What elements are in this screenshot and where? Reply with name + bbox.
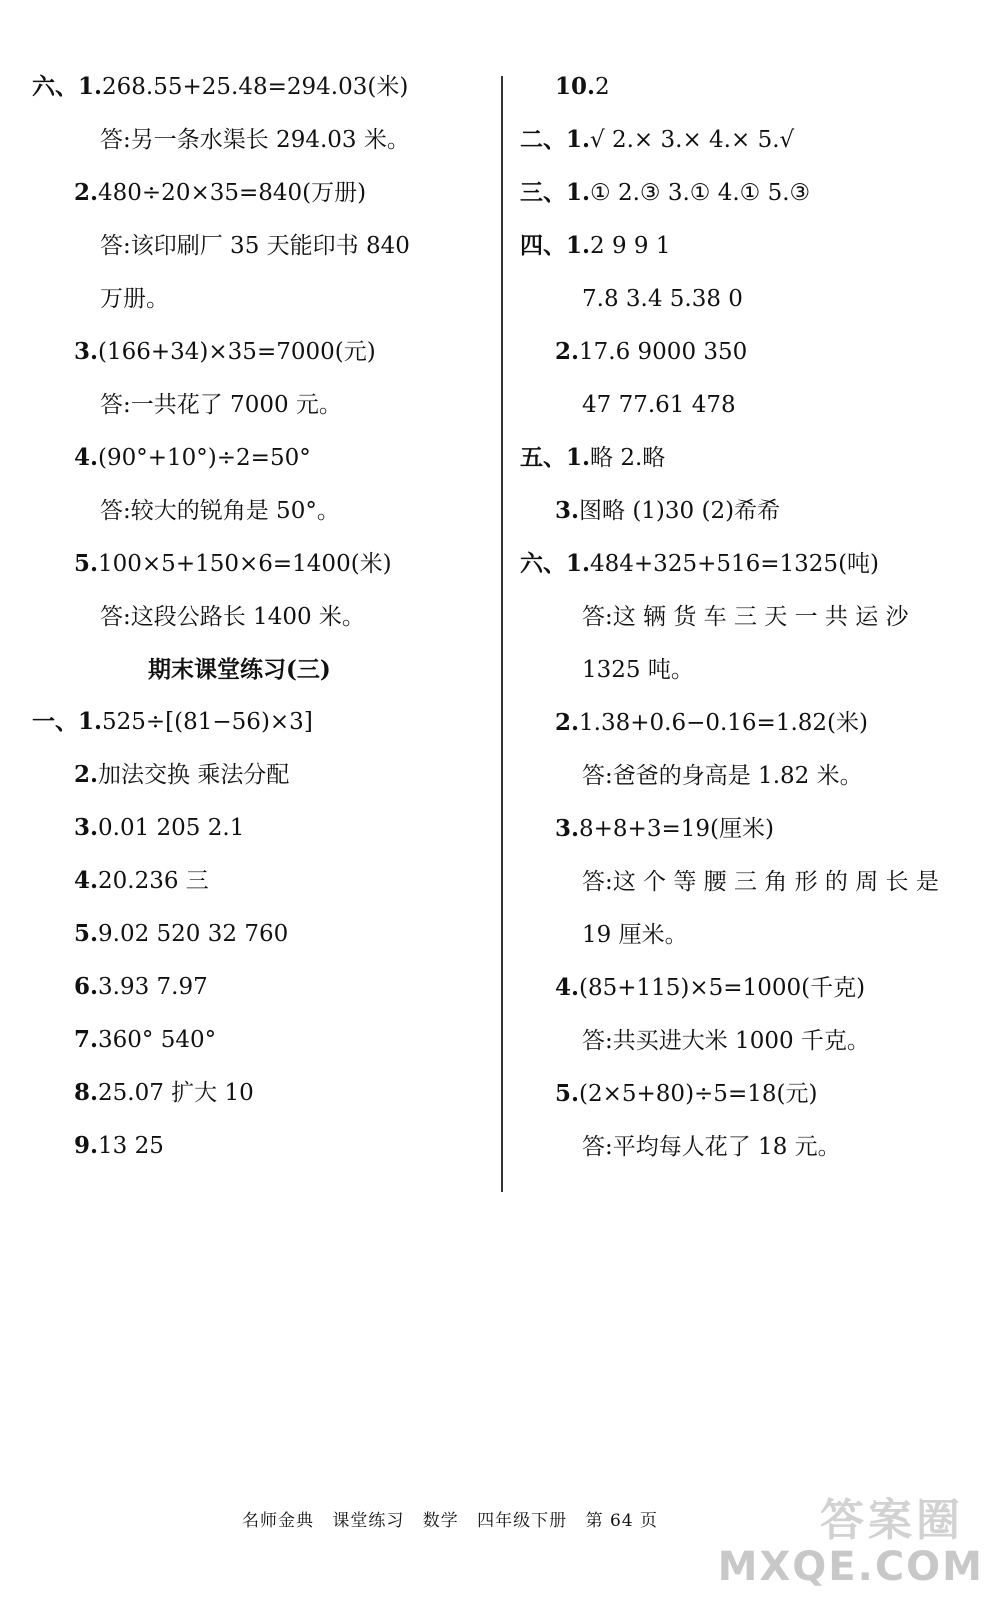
answer-line — [520, 443, 665, 473]
question-number: 1. — [566, 444, 591, 471]
answer-line — [100, 496, 340, 526]
answer-line — [582, 284, 743, 314]
answer-line — [74, 549, 392, 579]
answer-line — [582, 920, 688, 950]
answer-line — [555, 1079, 817, 1109]
answer-line — [582, 867, 939, 897]
question-number: 1. — [566, 126, 591, 153]
answer-line — [74, 1131, 164, 1161]
question-number: 5. — [555, 1080, 580, 1107]
question-number: 2. — [555, 338, 580, 365]
answer-line — [74, 1078, 254, 1108]
answer-text: 19 厘米。 — [582, 922, 688, 948]
answer-line — [74, 443, 311, 473]
footer-page-number: 第 64 页 — [585, 1511, 659, 1531]
answer-text: 3.93 7.97 — [98, 974, 208, 1000]
answer-text: 8+8+3=19(厘米) — [579, 816, 774, 842]
answer-line — [100, 284, 169, 314]
answer-text: 1.38+0.6−0.16=1.82(米) — [579, 710, 868, 736]
answer-text: 略 2.略 — [590, 445, 666, 471]
answer-line — [520, 125, 794, 155]
question-number: 4. — [74, 867, 99, 894]
answer-text: 47 77.61 478 — [582, 392, 736, 418]
answer-line — [74, 866, 209, 896]
watermark-site: MXQE.COM — [717, 1544, 984, 1590]
answer-text: 9.02 520 32 760 — [98, 921, 289, 947]
answer-line — [74, 760, 289, 790]
section-number: 二、 — [520, 126, 566, 153]
answer-line — [520, 549, 879, 579]
question-number: 7. — [74, 1026, 99, 1053]
answer-text: 17.6 9000 350 — [579, 339, 748, 365]
section-number: 三、 — [520, 179, 566, 206]
section-number: 四、 — [520, 232, 566, 259]
footer-series: 课堂练习 — [332, 1511, 405, 1531]
question-number: 4. — [74, 444, 99, 471]
question-number: 8. — [74, 1079, 99, 1106]
question-number: 5. — [74, 920, 99, 947]
footer-grade: 四年级下册 — [477, 1511, 568, 1531]
answer-text: 2 9 9 1 — [590, 233, 671, 259]
section-number: 六、 — [32, 73, 78, 100]
answer-text: 答:另一条水渠长 294.03 米。 — [100, 127, 410, 153]
question-number: 1. — [566, 179, 591, 206]
page-footer — [0, 1506, 900, 1531]
question-number: 3. — [555, 497, 580, 524]
answer-text: 20.236 三 — [98, 868, 209, 894]
answer-text: 答:爸爸的身高是 1.82 米。 — [582, 763, 863, 789]
answer-line — [520, 178, 810, 208]
question-number: 6. — [74, 973, 99, 1000]
answer-line — [74, 178, 366, 208]
question-number: 10. — [555, 73, 596, 100]
answer-text: 答:这 辆 货 车 三 天 一 共 运 沙 — [582, 604, 909, 630]
answer-text: 360° 540° — [98, 1027, 217, 1053]
answer-text: 图略 (1)30 (2)希希 — [579, 498, 781, 524]
answer-text: (166+34)×35=7000(元) — [98, 339, 376, 365]
answer-line — [32, 72, 408, 102]
answer-line — [555, 337, 747, 367]
answer-text: 268.55+25.48=294.03(米) — [102, 74, 409, 100]
section-title: 期末课堂练习(三) — [148, 656, 331, 683]
answer-text: (2×5+80)÷5=18(元) — [579, 1081, 818, 1107]
answer-text: 7.8 3.4 5.38 0 — [582, 286, 743, 312]
answer-text: 2 — [595, 74, 610, 100]
question-number: 3. — [74, 814, 99, 841]
answer-line — [100, 602, 365, 632]
footer-brand: 名师金典 — [241, 1511, 314, 1531]
answer-text: 加法交换 乘法分配 — [98, 762, 290, 788]
answer-line — [74, 1025, 216, 1055]
section-number: 五、 — [520, 444, 566, 471]
answer-text: 525÷[(81−56)×3] — [102, 709, 313, 735]
answer-text: 答:平均每人花了 18 元。 — [582, 1134, 841, 1160]
answer-line — [582, 602, 909, 632]
answer-text: 答:这段公路长 1400 米。 — [100, 604, 365, 630]
answer-line — [582, 761, 863, 791]
answer-line — [582, 1132, 841, 1162]
question-number: 3. — [74, 338, 99, 365]
answer-text: 100×5+150×6=1400(米) — [98, 551, 392, 577]
answer-line — [100, 231, 410, 261]
answer-line — [100, 125, 410, 155]
answer-text: 484+325+516=1325(吨) — [590, 551, 880, 577]
answer-line — [555, 708, 868, 738]
question-number: 1. — [566, 232, 591, 259]
section-number: 一、 — [32, 708, 78, 735]
answer-text: 答:一共花了 7000 元。 — [100, 392, 342, 418]
section-number: 六、 — [520, 550, 566, 577]
question-number: 1. — [78, 73, 103, 100]
answer-line — [74, 919, 288, 949]
watermark-logo: 答案圈 — [820, 1495, 964, 1546]
question-number: 4. — [555, 974, 580, 1001]
answer-text: ① 2.③ 3.① 4.① 5.③ — [590, 180, 811, 206]
answer-text: 13 25 — [98, 1133, 164, 1159]
question-number: 9. — [74, 1132, 99, 1159]
answer-line — [74, 813, 244, 843]
answer-line — [582, 390, 736, 420]
answer-line — [100, 390, 342, 420]
answer-text: 答:共买进大米 1000 千克。 — [582, 1028, 870, 1054]
answer-text: √ 2.× 3.× 4.× 5.√ — [590, 127, 795, 153]
answer-text: 25.07 扩大 10 — [98, 1080, 254, 1106]
answer-line — [74, 972, 208, 1002]
answer-line — [520, 231, 670, 261]
column-divider — [501, 76, 503, 1192]
answer-line — [74, 337, 376, 367]
question-number: 2. — [74, 761, 99, 788]
answer-line — [582, 655, 694, 685]
answer-text: 万册。 — [100, 286, 169, 312]
question-number: 1. — [78, 708, 103, 735]
answer-line — [555, 72, 610, 102]
answer-text: 答:该印刷厂 35 天能印书 840 — [100, 233, 410, 259]
answer-text: (90°+10°)÷2=50° — [98, 445, 311, 471]
answer-line — [555, 496, 780, 526]
answer-text: 答:较大的锐角是 50°。 — [100, 498, 340, 524]
answer-text: 答:这 个 等 腰 三 角 形 的 周 长 是 — [582, 869, 939, 895]
footer-subject: 数学 — [422, 1511, 459, 1531]
answer-line — [32, 707, 313, 737]
answer-text: (85+115)×5=1000(千克) — [579, 975, 866, 1001]
answer-text: 0.01 205 2.1 — [98, 815, 245, 841]
answer-line — [582, 1026, 870, 1056]
question-number: 5. — [74, 550, 99, 577]
question-number: 2. — [74, 179, 99, 206]
answer-text: 480÷20×35=840(万册) — [98, 180, 367, 206]
answer-text: 1325 吨。 — [582, 657, 694, 683]
question-number: 1. — [566, 550, 591, 577]
question-number: 3. — [555, 815, 580, 842]
answer-line — [555, 973, 865, 1003]
answer-line — [555, 814, 774, 844]
question-number: 2. — [555, 709, 580, 736]
